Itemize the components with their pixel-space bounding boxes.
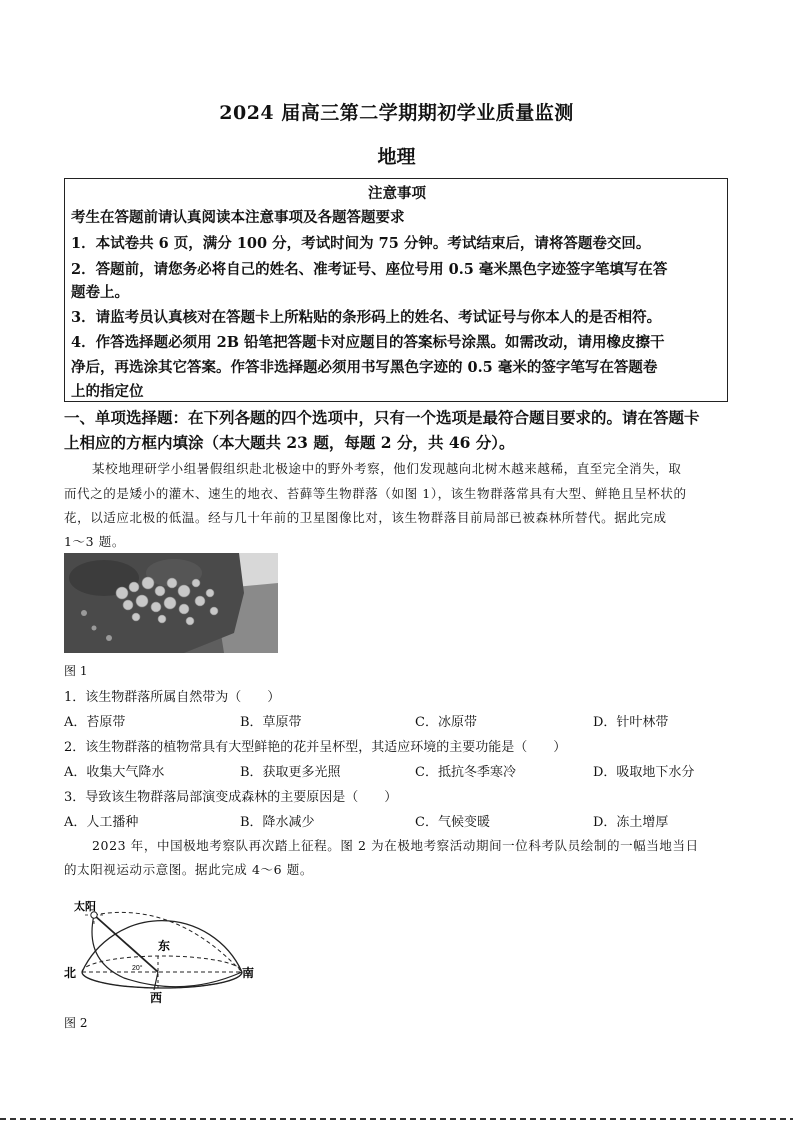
passage-line: 2023 年，中国极地考察队再次踏上征程。图 2 为在极地考察活动期间一位科考队员绘制的一幅当地当日 <box>92 838 699 853</box>
tundra-photo <box>64 553 278 653</box>
notice-line: 题卷上。 <box>71 284 129 301</box>
option-b: B．草原带 <box>240 715 302 730</box>
notice-heading: 注意事项 <box>368 185 426 202</box>
passage-line: 1～3 题。 <box>64 534 125 549</box>
option-a: A．苔原带 <box>64 715 126 730</box>
notice-line: 净后，再选涂其它答案。作答非选择题必须用书写黑色字迹的 0.5 毫米的签字笔写在答题卷 <box>71 359 658 376</box>
subject-title: 地理 <box>377 146 416 168</box>
south-label: 南 <box>242 966 255 980</box>
sun-label: 太阳 <box>74 901 96 913</box>
section-heading-line: 上相应的方框内填涂（本大题共 23 题，每题 2 分，共 46 分）。 <box>64 433 515 452</box>
option-c: C．气候变暖 <box>415 815 490 830</box>
notice-line: 2．答题前，请您务必将自己的姓名、准考证号、座位号用 0.5 毫米黑色字迹签字笔填写在答 <box>71 261 668 278</box>
sun-path-diagram <box>64 890 264 1005</box>
passage-line: 花，以适应北极的低温。经与几十年前的卫星图像比对，该生物群落目前局部已被森林所替代。据此完成 <box>64 510 667 525</box>
passage-line: 某校地理研学小组暑假组织赴北极途中的野外考察，他们发现越向北树木越来越稀，直至完全消失，取 <box>92 461 682 476</box>
notice-line: 上的指定位 <box>71 383 144 400</box>
section-heading-line: 一、单项选择题：在下列各题的四个选项中，只有一个选项是最符合题目要求的。请在答题卡 <box>64 408 700 427</box>
notice-line: 1．本试卷共 6 页，满分 100 分，考试时间为 75 分钟。考试结束后，请将答题卷交回。 <box>71 235 651 252</box>
east-label: 东 <box>158 939 171 953</box>
passage-line: 的太阳视运动示意图。据此完成 4～6 题。 <box>64 862 313 877</box>
page-bottom-rule <box>0 1118 793 1120</box>
figure2-caption: 图 2 <box>64 1016 88 1030</box>
question-stem: 2．该生物群落的植物常具有大型鲜艳的花并呈杯型，其适应环境的主要功能是（ ） <box>64 740 567 755</box>
notice-line: 考生在答题前请认真阅读本注意事项及各题答题要求 <box>71 209 405 226</box>
question-stem: 1．该生物群落所属自然带为（ ） <box>64 690 281 705</box>
exam-title: 2024 届高三第二学期期初学业质量监测 <box>219 102 574 124</box>
notice-line: 4．作答选择题必须用 2B 铅笔把答题卡对应题目的答案标号涂黑。如需改动，请用橡皮擦干 <box>71 334 665 351</box>
option-d: D．冻土增厚 <box>593 815 669 830</box>
option-b: B．获取更多光照 <box>240 765 341 780</box>
option-d: D．针叶林带 <box>593 715 669 730</box>
option-a: A．收集大气降水 <box>64 765 165 780</box>
option-d: D．吸取地下水分 <box>593 765 695 780</box>
question-stem: 3．导致该生物群落局部演变成森林的主要原因是（ ） <box>64 790 398 805</box>
passage-line: 而代之的是矮小的灌木、速生的地衣、苔藓等生物群落（如图 1），该生物群落常具有大型、鲜艳且呈杯状的 <box>64 486 687 501</box>
figure1-caption: 图 1 <box>64 664 88 678</box>
option-c: C．冰原带 <box>415 715 477 730</box>
option-a: A．人工播种 <box>64 815 139 830</box>
north-label: 北 <box>64 966 77 980</box>
option-c: C．抵抗冬季寒冷 <box>415 765 516 780</box>
notice-box <box>64 178 728 402</box>
option-b: B．降水减少 <box>240 815 315 830</box>
angle-label: 20° <box>132 965 143 972</box>
west-label: 西 <box>150 991 163 1005</box>
notice-line: 3．请监考员认真核对在答题卡上所粘贴的条形码上的姓名、考试证号与你本人的是否相符。 <box>71 309 662 326</box>
